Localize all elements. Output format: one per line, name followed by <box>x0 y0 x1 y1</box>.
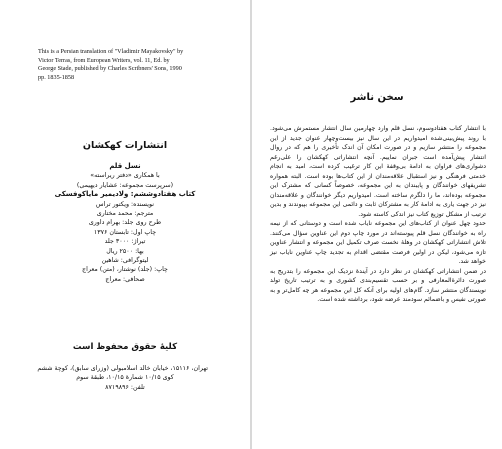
colophon-line: چاپ: (جلد) نوشتار، (متن) معراج <box>82 266 168 274</box>
colophon <box>45 162 205 284</box>
address-line: تهران، ۱۵۱۱۶، خیابان خالد اسلامبولی (وزرای سابق)، کوچهٔ ششم <box>37 365 208 372</box>
english-credit-line: This is a Persian translation of "Vladimir Mayakovsky" by <box>38 48 184 55</box>
english-credit-line: George Stade, published by Charles Scribners' Sons, 1990 <box>38 65 182 73</box>
colophon-line: (سرپرست مجموعه: عشایار دیهیمی) <box>76 181 174 189</box>
preface-paragraph: در ضمن انتشاراتی کهکشان در نظر دارد در آیندهٔ نزدیک این مجموعه را بتدریج به صورت دائرةالمعارفی و بر حسب تقسیم‌بندی کشوری و به ترتیب تاریخ تولد نویسندگان منتشر سازد. گام‌های اولیه برای آنکه کل این مجموعه هر چه کامل‌تر و به صورتی نفیس و باضمائم سودمند عرضه شود، برداشته شده است. <box>270 267 486 303</box>
colophon-line: با همکاری «دفتر ریراسته» <box>90 172 160 180</box>
colophon-line: نویسنده: ویکتور تراس <box>95 200 155 208</box>
colophon-line: بها: ۲۵۰۰ ریال <box>106 247 144 255</box>
publisher-address <box>37 364 208 392</box>
colophon-line: طرح روی جلد: بهرام داوری <box>88 219 162 227</box>
english-credit-line: pp. 1835-1858 <box>38 73 75 81</box>
right-page <box>252 0 502 449</box>
preface-body <box>270 124 486 305</box>
colophon-line: صحافی: معراج <box>105 275 145 283</box>
english-credit-line: Victor Terras, from European Writers, vol. 11, Ed. by <box>38 56 170 64</box>
colophon-line: چاپ اول: تابستان ۱۳۷۶ <box>93 228 157 236</box>
english-credit <box>38 48 224 82</box>
address-line: کوی ۱۰/۱۵ شمارهٔ ۱۰/۱۵، طبقهٔ سوم <box>76 374 174 382</box>
series-name: نسل قلم <box>109 162 141 170</box>
preface-paragraph: حدود چهل عنوان از کتاب‌های این مجموعه نایاب شده است و دوستانی که از نیمه راه به خوانندگان نسل قلم پیوسته‌اند در مورد چاپ دوم این عناوین سؤال می‌کنند. تلاش انتشاراتی کهکشان در وهلهٔ نخست صرف تکمیل این مجموعه و انتشار عناوین تازه می‌شود، لیکن در اولین فرصت مقتضی اقدام به تجدید چاپ عناوین نایاب نیز خواهد شد. <box>270 220 486 265</box>
colophon-line: تیراژ: ۳۰۰۰ جلد <box>104 238 146 246</box>
colophon-line: لیتوگرافی: شاهین <box>101 257 149 265</box>
colophon-line: مترجم: محمد مختاری <box>96 210 154 218</box>
rights-heading: کلیهٔ حقوق محفوظ است <box>72 342 178 352</box>
publisher-heading: انتشارات کهکشان <box>82 140 168 151</box>
left-page <box>0 0 250 449</box>
address-line: تلفن: ۸۷۱۹۸۹۶ <box>105 383 145 391</box>
preface-title: سخن ناشر <box>350 92 404 103</box>
book-title-line: کتاب هفتادوششم: ولادیمیر مایاکوفسکی <box>54 190 196 199</box>
preface-paragraph: با انتشار کتاب هفتادوسوم، نسل قلم وارد چهارمین سال انتشار مستمرش می‌شود. با روند پیش‌بینی‌شده امیدواریم در این سال نیز بیست‌وچهار عنوان جدید از این مجموعه را منتشر سازیم و در صورت امکان آن اندک تأخیری را هم که در روال انتشار پیش‌آمده است جبران نماییم. آنچه انتشاراتی کهکشان را علی‌رغم دشواری‌های فراوان به ادامهٔ بی‌وقفهٔ این کار ترغیب کرده است، امید به انجام خدمتی فرهنگی و نیز استقبال علاقه‌مندان از این کتاب‌ها بوده است. البته همواره تشریفهای خوانندگان و پایبندان به این مجموعه، خصوصاً کسانی که مشترک این مجموعه بوده‌اند، ما را دلگرم ساخته است. امیدواریم دیگر خوانندگان و علاقه‌مندان نیز در جهت یاری به ادامهٔ کار به مشترکان ثابت و دائمی این مجموعه بپیوندند و بدین ترتیب از مشکل توزیع کتاب نیز اندکی کاسته شود. <box>270 125 486 218</box>
